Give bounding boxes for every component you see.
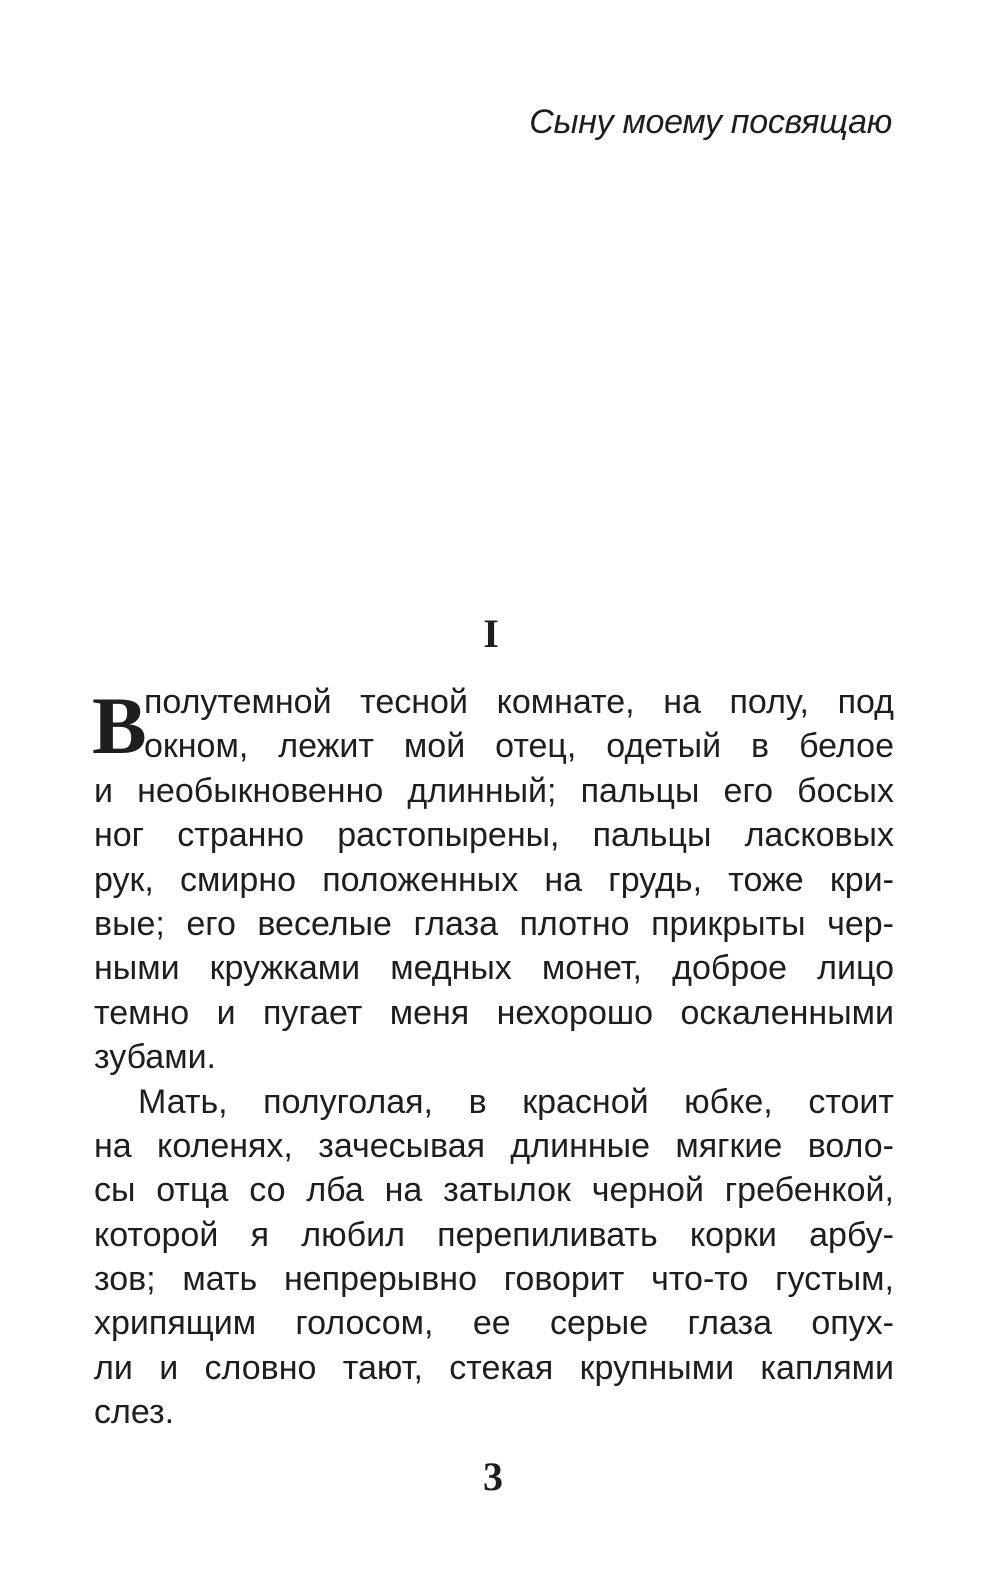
chapter-text <box>94 680 894 1435</box>
text-line: ног странно растопырены, пальцы ласковых <box>94 816 894 855</box>
dedication: Сыну моему посвящаю <box>529 103 892 141</box>
text-line: полутемной тесной комнате, на полу, под <box>144 683 894 721</box>
paragraph-1 <box>94 680 894 1080</box>
text-line: на коленях, зачесывая длинные мягкие воло- <box>94 1126 894 1165</box>
text-line: ными кружками медных монет, доброе лицо <box>94 949 894 988</box>
text-line: Мать, полуголая, в красной юбке, стоит <box>138 1082 894 1121</box>
text-line: слез. <box>94 1393 175 1432</box>
text-line: вые; его веселые глаза плотно прикрыты чер- <box>94 904 894 943</box>
text-line: ли и словно тают, стекая крупными каплями <box>94 1348 894 1387</box>
text-line: рук, смирно положенных на грудь, тоже кри- <box>94 860 894 899</box>
text-line: темно и пугает меня нехорошо оскаленными <box>94 993 894 1032</box>
text-line: зов; мать непрерывно говорит что-то густым, <box>94 1260 894 1299</box>
text-line: и необыкновенно длинный; пальцы его босых <box>94 771 894 810</box>
drop-cap: В <box>92 680 147 771</box>
text-line: окном, лежит мой отец, одетый в белое <box>144 727 894 766</box>
paragraph-2 <box>94 1080 894 1435</box>
text-line: хрипящим голосом, ее серые глаза опух- <box>94 1304 894 1343</box>
text-line: которой я любил перепиливать корки арбу- <box>94 1215 894 1254</box>
text-line: сы отца со лба на затылок черной гребенкой, <box>94 1171 894 1210</box>
text-line: зубами. <box>94 1038 217 1077</box>
page-number: 3 <box>483 1454 503 1499</box>
chapter-number: I <box>483 611 499 656</box>
